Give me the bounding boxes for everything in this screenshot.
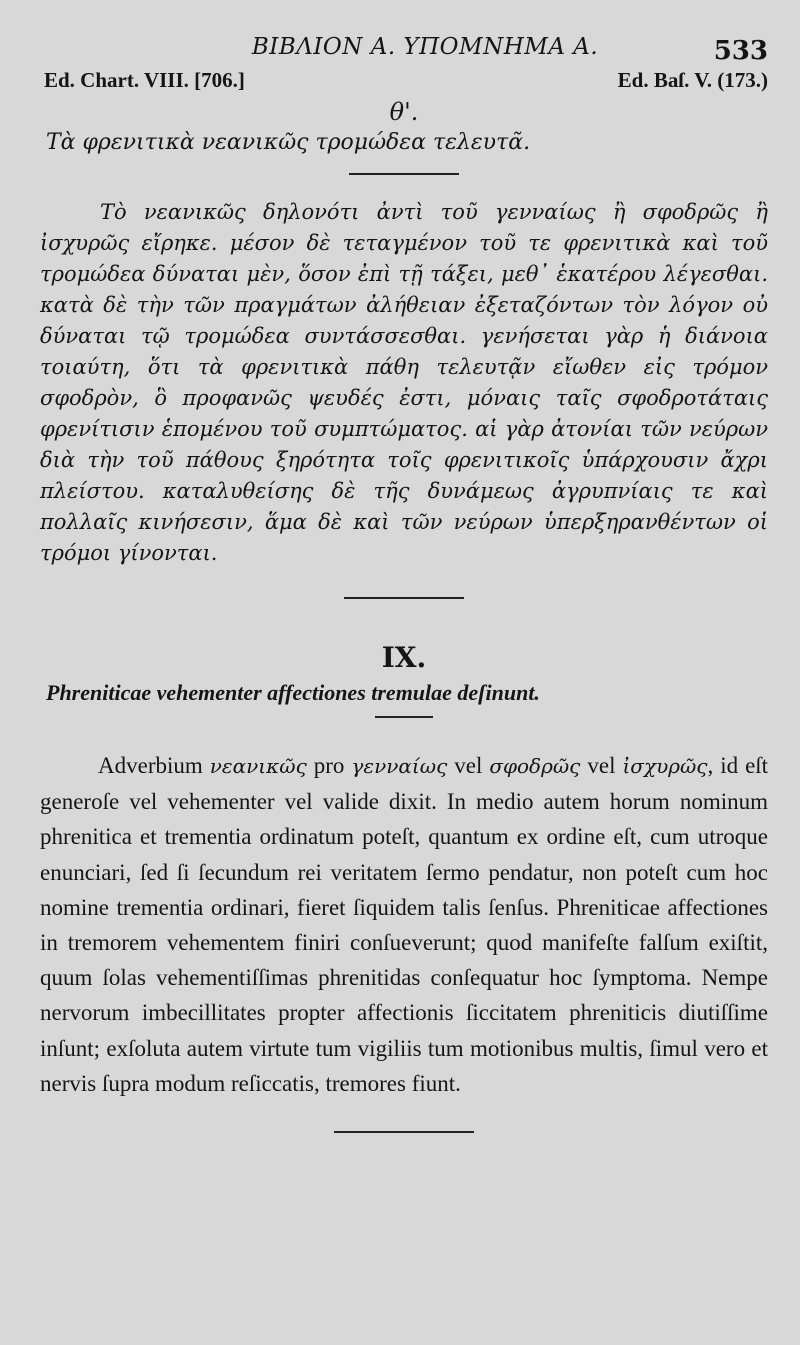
greek-word: γενναίως: [351, 754, 448, 778]
section-divider: [375, 716, 433, 718]
latin-section-numeral: IX.: [381, 641, 427, 674]
greek-aphorism-heading: Τὰ φρενιτικὰ νεανικῶς τρομώδεα τελευτᾶ.: [46, 130, 531, 155]
running-head-title: ΒΙΒΛΙΟΝ Α. ΥΠΟΜΝΗΜΑ Α.: [251, 34, 599, 60]
page-number: 533: [713, 36, 768, 66]
edition-chart-reference: Ed. Chart. VIII. [706.]: [44, 68, 245, 92]
section-divider: [334, 1131, 474, 1133]
greek-commentary-text: Τὸ νεανικῶς δηλονότι ἀντὶ τοῦ γενναίως ἢ σφοδρῶς ἢ ἰσχυρῶς εἴρηκε. μέσον δὲ τεταγμένον τοῦ τε φρενιτικὰ καὶ τοῦ τρομώδεα δύναται μὲν, ὅσον ἐπὶ τῇ τάξει, μεθ᾽ ἑκατέρου λέγεσθαι. κατὰ δὲ τὴν τῶν πραγμάτων ἀλήθειαν ἐξεταζόντων τὸν λόγον οὐ δύναται τῷ τρομώδεα συντάσσεσθαι. γενήσεται γὰρ ἡ διάνοια τοιαύτη, ὅτι τὰ φρενιτικὰ πάθη τελευτᾷν εἴωθεν εἰς τρόμον σφοδρὸν, ὃ προφανῶς ψευδές ἐστι, μόναις ταῖς σφοδροτάταις φρενίτισιν ἑπομένου τοῦ συμπτώματος. αἱ γὰρ ἀτονίαι τῶν νεύρων διὰ τὴν τοῦ πάθους ξηρότητα τοῖς φρενιτικοῖς ὑπάρχουσιν ἄχρι πλείστου. καταλυθείσης δὲ τῆς δυνάμεως ἀγρυπνίαις τε καὶ πολλαῖς κινήσεσιν, ἅμα δὲ καὶ τῶν νεύρων ὑπερξηρανθέντων οἱ τρόμοι γίνονται.: [40, 200, 768, 565]
edition-basel-reference: Ed. Baſ. V. (173.): [617, 68, 768, 92]
greek-section-numeral: θ'.: [389, 98, 419, 126]
running-head: [40, 34, 768, 68]
edition-references: [40, 68, 768, 96]
greek-word: ἰσχυρῶς: [622, 754, 708, 778]
latin-text-segment: vel: [454, 753, 483, 778]
greek-word: σφοδρῶς: [489, 754, 581, 778]
latin-text-segment: Adverbium: [98, 753, 203, 778]
latin-commentary-text: [40, 748, 768, 1101]
section-divider: [344, 597, 464, 599]
latin-text-segment: , id eſt generoſe vel vehementer vel valide dixit. In medio autem horum nominum phrenitica et trementia ordinatum poteſt, quantum ex ordine eſt, cum utroque enunciari, ſed ſi ſecundum rei veritatem ſermo pendatur, non poteſt cum hoc nomine trementia ordinari, fieret ſiquidem talis ſenſus. Phreniticae affectiones in tremorem vehementem finiri conſueverunt; quod manifeſte falſum exiſtit, quum ſolas vehementiſſimas phrenitidas conſequatur hoc ſymptoma. Nempe nervorum imbecillitates propter affectionis ſiccitatem phreniticis diutiſſime inſunt; exſoluta autem virtute tum vigiliis tum motionibus multis, ſimul vero et nervis ſupra modum reſiccatis, tremores fiunt.: [40, 753, 769, 1096]
section-divider: [349, 173, 459, 175]
latin-text-segment: pro: [313, 753, 345, 778]
latin-aphorism-heading: Phreniticae vehementer affectiones tremulae deſinunt.: [46, 680, 540, 705]
latin-text-segment: vel: [587, 753, 616, 778]
greek-word: νεανικῶς: [209, 754, 307, 778]
